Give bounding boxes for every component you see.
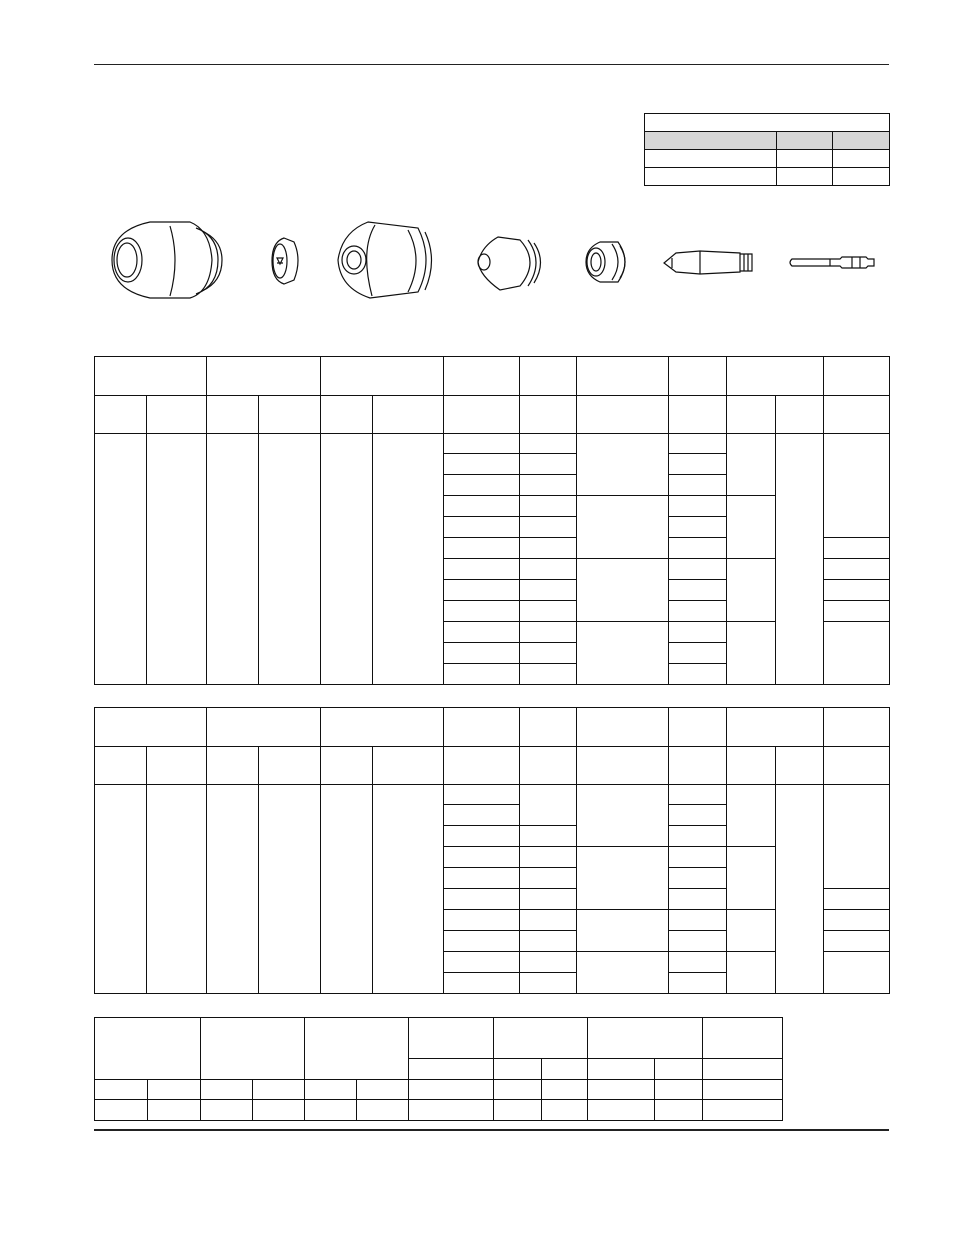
subheader-cell xyxy=(703,1059,783,1080)
data-cell xyxy=(776,785,824,994)
data-cell xyxy=(444,580,520,601)
data-cell xyxy=(373,785,444,994)
data-cell xyxy=(727,496,776,559)
data-cell xyxy=(357,1080,409,1100)
data-cell xyxy=(444,785,520,805)
data-cell xyxy=(669,805,727,826)
subheader-cell xyxy=(147,747,207,785)
subheader-cell xyxy=(669,747,727,785)
data-cell xyxy=(669,910,727,931)
data-cell xyxy=(727,847,776,910)
retaining-cap-icon xyxy=(338,222,432,298)
data-cell xyxy=(444,496,520,517)
header-cell xyxy=(824,708,890,747)
subheader-cell xyxy=(207,747,259,785)
shield-icon xyxy=(112,222,222,298)
header-cell xyxy=(727,357,824,396)
electrode-icon xyxy=(664,251,752,274)
header-cell xyxy=(201,1018,305,1080)
data-cell xyxy=(207,785,259,994)
data-cell xyxy=(669,889,727,910)
data-cell xyxy=(727,559,776,622)
data-cell xyxy=(520,868,577,889)
data-cell xyxy=(147,785,207,994)
data-cell xyxy=(520,496,577,517)
data-cell xyxy=(444,910,520,931)
data-cell xyxy=(357,1100,409,1121)
header-cell xyxy=(444,357,520,396)
data-cell xyxy=(669,973,727,994)
subheader-cell xyxy=(542,1059,588,1080)
data-cell xyxy=(727,434,776,496)
data-cell xyxy=(444,805,520,826)
data-cell xyxy=(95,1100,148,1121)
data-cell xyxy=(824,952,890,994)
data-cell xyxy=(95,434,147,685)
data-cell xyxy=(520,664,577,685)
subheader-cell xyxy=(776,396,824,434)
data-cell xyxy=(669,622,727,643)
data-cell xyxy=(669,643,727,664)
data-cell xyxy=(824,910,890,931)
data-cell xyxy=(409,1100,494,1121)
data-cell xyxy=(321,785,373,994)
header-cell xyxy=(824,357,890,396)
header-cell xyxy=(444,708,520,747)
data-cell xyxy=(520,952,577,973)
data-cell xyxy=(520,785,577,826)
cut-chart-table-1 xyxy=(94,356,890,685)
data-cell xyxy=(520,826,577,847)
data-cell xyxy=(669,847,727,868)
data-cell xyxy=(444,475,520,496)
data-cell xyxy=(520,973,577,994)
data-cell xyxy=(520,847,577,868)
data-cell xyxy=(520,601,577,622)
subheader-cell xyxy=(95,747,147,785)
data-cell xyxy=(669,475,727,496)
header-cell xyxy=(588,1018,703,1059)
header-cell xyxy=(207,708,321,747)
data-cell xyxy=(444,847,520,868)
subheader-cell xyxy=(727,747,776,785)
data-cell xyxy=(520,622,577,643)
subheader-cell xyxy=(321,396,373,434)
consumables-illustration xyxy=(0,0,954,330)
data-cell xyxy=(148,1100,201,1121)
data-cell xyxy=(824,931,890,952)
shield-cap-icon xyxy=(272,238,298,284)
header-cell xyxy=(409,1018,494,1059)
data-cell xyxy=(520,454,577,475)
data-cell xyxy=(824,580,890,601)
data-cell xyxy=(703,1100,783,1121)
header-cell xyxy=(95,1018,201,1080)
data-cell xyxy=(520,910,577,931)
data-cell xyxy=(520,434,577,454)
data-cell xyxy=(669,868,727,889)
subheader-cell xyxy=(494,1059,542,1080)
data-cell xyxy=(824,559,890,580)
data-cell xyxy=(444,454,520,475)
data-cell xyxy=(669,454,727,475)
data-cell xyxy=(577,910,669,952)
data-cell xyxy=(669,517,727,538)
data-cell xyxy=(321,434,373,685)
subheader-cell xyxy=(444,747,520,785)
cut-chart-table-2 xyxy=(94,707,890,994)
data-cell xyxy=(494,1080,542,1100)
subheader-cell xyxy=(321,747,373,785)
data-cell xyxy=(824,785,890,889)
data-cell xyxy=(444,868,520,889)
subheader-cell xyxy=(520,396,577,434)
subheader-cell xyxy=(824,396,890,434)
swirl-ring-icon xyxy=(586,242,625,282)
header-cell xyxy=(95,708,207,747)
header-cell xyxy=(305,1018,409,1080)
data-cell xyxy=(95,1080,148,1100)
data-cell xyxy=(253,1100,305,1121)
subheader-cell xyxy=(577,747,669,785)
data-cell xyxy=(577,434,669,496)
data-cell xyxy=(727,785,776,847)
subheader-cell xyxy=(727,396,776,434)
data-cell xyxy=(201,1080,253,1100)
subheader-cell xyxy=(577,396,669,434)
data-cell xyxy=(669,952,727,973)
data-cell xyxy=(444,559,520,580)
data-cell xyxy=(95,785,147,994)
data-cell xyxy=(669,496,727,517)
data-cell xyxy=(669,785,727,805)
data-cell xyxy=(542,1100,588,1121)
data-cell xyxy=(776,434,824,685)
data-cell xyxy=(520,559,577,580)
subheader-cell xyxy=(520,747,577,785)
summary-table xyxy=(94,1017,783,1121)
data-cell xyxy=(588,1080,655,1100)
data-cell xyxy=(824,601,890,622)
data-cell xyxy=(444,664,520,685)
water-tube-icon xyxy=(790,257,874,268)
header-cell xyxy=(207,357,321,396)
data-cell xyxy=(444,434,520,454)
data-cell xyxy=(147,434,207,685)
data-cell xyxy=(409,1080,494,1100)
data-cell xyxy=(824,434,890,538)
data-cell xyxy=(669,601,727,622)
data-cell xyxy=(669,559,727,580)
header-cell xyxy=(494,1018,588,1059)
data-cell xyxy=(494,1100,542,1121)
data-cell xyxy=(444,826,520,847)
data-cell xyxy=(444,622,520,643)
data-cell xyxy=(669,931,727,952)
data-cell xyxy=(669,434,727,454)
data-cell xyxy=(520,475,577,496)
subheader-cell xyxy=(207,396,259,434)
header-cell xyxy=(321,708,444,747)
subheader-cell xyxy=(669,396,727,434)
subheader-cell xyxy=(409,1059,494,1080)
data-cell xyxy=(305,1080,357,1100)
header-cell xyxy=(577,708,669,747)
data-cell xyxy=(655,1100,703,1121)
header-cell xyxy=(727,708,824,747)
data-cell xyxy=(703,1080,783,1100)
subheader-cell xyxy=(95,396,147,434)
subheader-cell xyxy=(444,396,520,434)
data-cell xyxy=(520,538,577,559)
data-cell xyxy=(201,1100,253,1121)
data-cell xyxy=(259,434,321,685)
data-cell xyxy=(577,847,669,910)
data-cell xyxy=(824,622,890,685)
data-cell xyxy=(444,517,520,538)
data-cell xyxy=(373,434,444,685)
subheader-cell xyxy=(824,747,890,785)
data-cell xyxy=(669,580,727,601)
data-cell xyxy=(444,973,520,994)
data-cell xyxy=(520,580,577,601)
data-cell xyxy=(669,664,727,685)
data-cell xyxy=(727,910,776,952)
header-cell xyxy=(520,708,577,747)
data-cell xyxy=(727,952,776,994)
data-cell xyxy=(655,1080,703,1100)
data-cell xyxy=(520,643,577,664)
data-cell xyxy=(577,559,669,622)
header-cell xyxy=(321,357,444,396)
data-cell xyxy=(824,889,890,910)
data-cell xyxy=(727,622,776,685)
data-cell xyxy=(577,785,669,847)
data-cell xyxy=(444,643,520,664)
nozzle-icon xyxy=(478,237,541,290)
data-cell xyxy=(148,1080,201,1100)
header-cell xyxy=(520,357,577,396)
data-cell xyxy=(259,785,321,994)
header-cell xyxy=(669,357,727,396)
subheader-cell xyxy=(588,1059,655,1080)
footer-rule xyxy=(94,1129,889,1131)
data-cell xyxy=(305,1100,357,1121)
data-cell xyxy=(577,952,669,994)
subheader-cell xyxy=(776,747,824,785)
data-cell xyxy=(444,601,520,622)
data-cell xyxy=(253,1080,305,1100)
data-cell xyxy=(207,434,259,685)
data-cell xyxy=(444,538,520,559)
data-cell xyxy=(542,1080,588,1100)
data-cell xyxy=(588,1100,655,1121)
subheader-cell xyxy=(259,747,321,785)
header-cell xyxy=(577,357,669,396)
subheader-cell xyxy=(655,1059,703,1080)
data-cell xyxy=(444,889,520,910)
header-cell xyxy=(669,708,727,747)
data-cell xyxy=(444,952,520,973)
data-cell xyxy=(577,622,669,685)
data-cell xyxy=(520,889,577,910)
subheader-cell xyxy=(373,747,444,785)
data-cell xyxy=(669,538,727,559)
data-cell xyxy=(520,517,577,538)
subheader-cell xyxy=(147,396,207,434)
subheader-cell xyxy=(373,396,444,434)
data-cell xyxy=(444,931,520,952)
data-cell xyxy=(577,496,669,559)
header-cell xyxy=(703,1018,783,1059)
header-cell xyxy=(95,357,207,396)
data-cell xyxy=(669,826,727,847)
data-cell xyxy=(824,538,890,559)
subheader-cell xyxy=(259,396,321,434)
data-cell xyxy=(520,931,577,952)
